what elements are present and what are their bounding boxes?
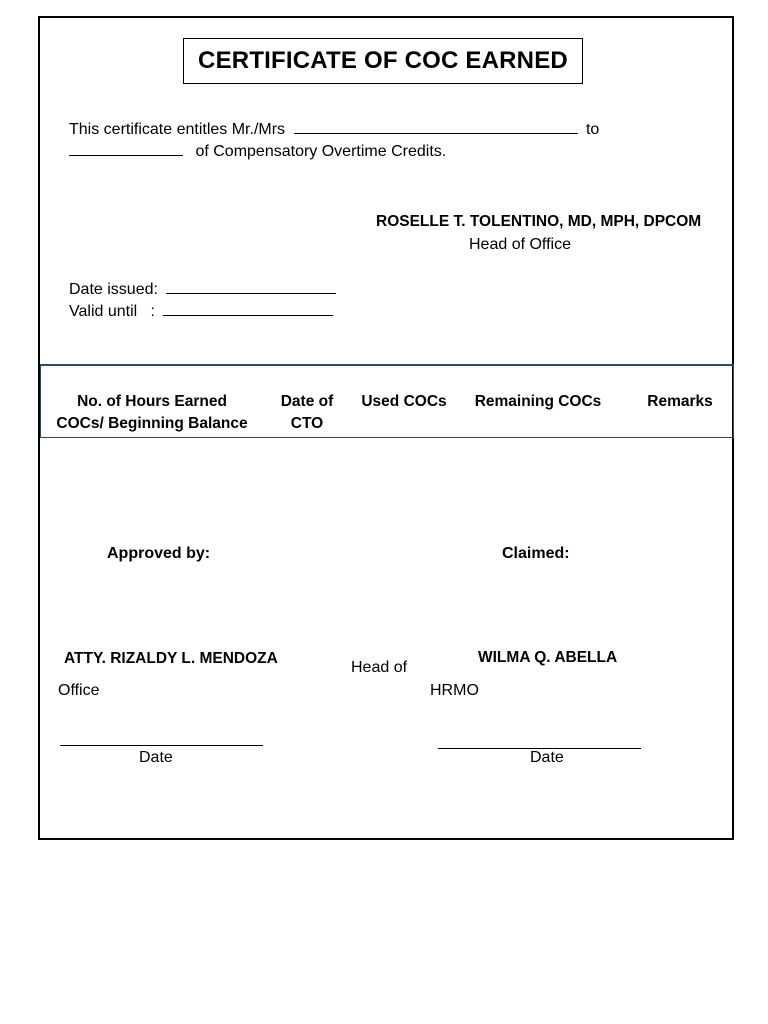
entitlement-line-1 — [69, 121, 599, 139]
signatory-name: ROSELLE T. TOLENTINO, MD, MPH, DPCOM — [376, 213, 702, 230]
credits-text: of Compensatory Overtime Credits. — [195, 143, 447, 160]
claimant-name: WILMA Q. ABELLA — [478, 649, 618, 666]
claimant-title: HRMO — [430, 682, 479, 699]
header-remarks — [640, 391, 720, 413]
approver-title-part2: Office — [58, 682, 100, 699]
valid-until-row — [69, 303, 337, 321]
approver-date-label: Date — [139, 749, 173, 766]
header-used-cocs-line1: Used COCs — [361, 393, 447, 410]
certificate-title: CERTIFICATE OF COC EARNED — [183, 38, 583, 84]
date-issued-label: Date issued: — [69, 281, 158, 298]
header-date-of-cto-line2: CTO — [290, 415, 324, 432]
valid-until-blank[interactable] — [163, 314, 333, 316]
name-blank[interactable] — [294, 132, 578, 134]
header-remaining-cocs-line1: Remaining COCs — [474, 393, 602, 410]
header-date-of-cto — [270, 391, 344, 435]
header-date-of-cto-line1: Date of — [280, 393, 334, 410]
approver-title-part1: Head of — [351, 659, 408, 676]
entitles-text: This certificate entitles Mr./Mrs — [69, 121, 286, 138]
entitlement-line-2 — [69, 143, 446, 161]
header-hours-earned-line1: No. of Hours Earned — [77, 393, 227, 410]
credits-blank[interactable] — [69, 154, 183, 156]
signatory-title: Head of Office — [469, 236, 571, 253]
header-hours-earned-line2: COCs/ Beginning Balance — [56, 415, 248, 432]
claimed-label: Claimed: — [502, 545, 570, 562]
header-remarks-line1: Remarks — [647, 393, 713, 410]
to-text: to — [585, 121, 600, 138]
approver-name: ATTY. RIZALDY L. MENDOZA — [64, 650, 278, 667]
approved-by-label: Approved by: — [107, 545, 211, 562]
date-issued-blank[interactable] — [166, 292, 336, 294]
header-hours-earned — [52, 391, 252, 435]
header-remaining-cocs — [470, 391, 606, 413]
claimant-date-label: Date — [530, 749, 564, 766]
date-issued-row — [69, 281, 340, 299]
header-used-cocs — [356, 391, 452, 413]
valid-until-label: Valid until : — [69, 303, 155, 320]
approver-date-line[interactable] — [60, 745, 263, 746]
